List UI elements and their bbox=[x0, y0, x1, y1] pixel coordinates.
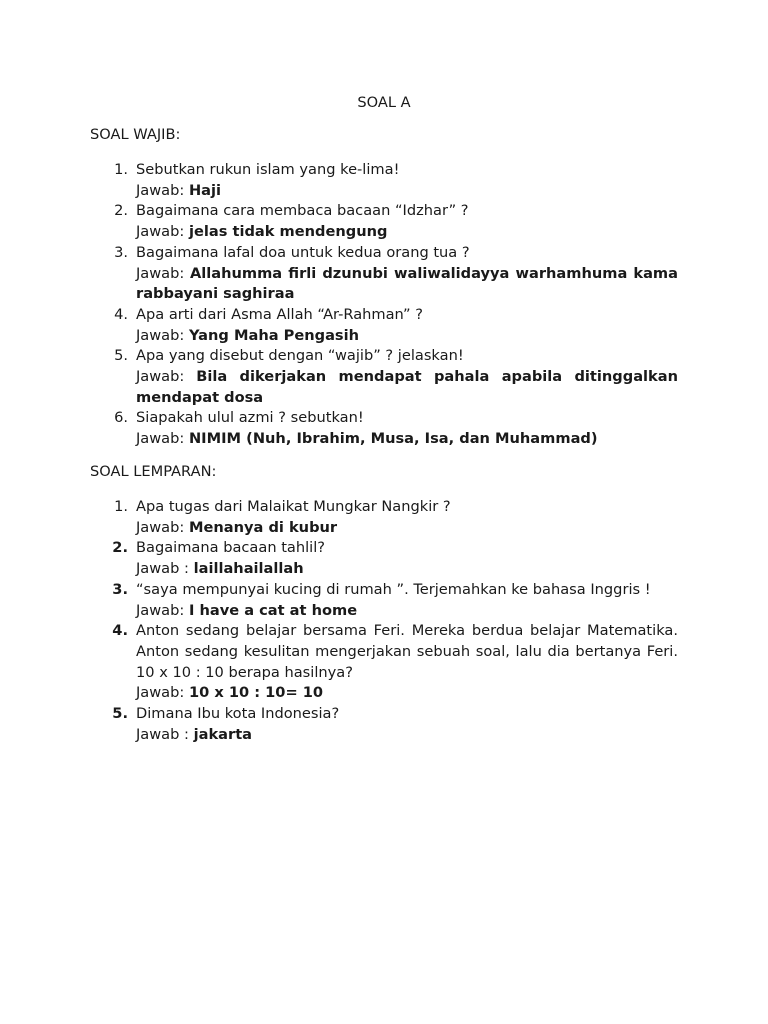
item-number: 5. bbox=[112, 705, 128, 723]
answer-text: 10 x 10 : 10= 10 bbox=[188, 684, 324, 702]
answer-label: Jawab: bbox=[136, 430, 189, 448]
list-item bbox=[90, 346, 678, 408]
answer-line bbox=[136, 559, 678, 580]
answer-label: Jawab: bbox=[136, 326, 189, 344]
question-text: Apa tugas dari Malaikat Mungkar Nangkir ? bbox=[136, 498, 451, 515]
list-item bbox=[90, 621, 678, 704]
question-text: Anton sedang belajar bersama Feri. Mereka berdua belajar Matematika. Anton sedang kesulitan mengerjakan sebuah soal, lalu dia bertanya Feri. 10 x 10 : 10 berapa hasilnya? bbox=[136, 622, 678, 681]
question-list-wajib bbox=[90, 160, 678, 450]
question-text: Sebutkan rukun islam yang ke-lima! bbox=[136, 161, 400, 178]
answer-line bbox=[136, 683, 678, 704]
answer-text: Menanya di kubur bbox=[188, 518, 338, 536]
answer-line bbox=[136, 222, 678, 243]
answer-text: I have a cat at home bbox=[188, 601, 358, 619]
question-text: Bagaimana lafal doa untuk kedua orang tua ? bbox=[136, 243, 470, 261]
answer-line bbox=[136, 264, 678, 305]
answer-line bbox=[136, 518, 678, 539]
item-number: 5. bbox=[114, 347, 128, 365]
answer-line bbox=[136, 367, 678, 408]
answer-text: Allahumma firli dzunubi waliwalidayya warhamhuma kama rabbayani saghiraa bbox=[136, 264, 678, 303]
question-list-lemparan bbox=[90, 497, 678, 745]
section-heading-lemparan: SOAL LEMPARAN: bbox=[90, 463, 217, 480]
section-heading-wajib: SOAL WAJIB: bbox=[90, 126, 181, 143]
answer-line bbox=[136, 326, 678, 347]
item-number: 6. bbox=[114, 409, 128, 427]
item-number: 3. bbox=[112, 580, 128, 598]
answer-label: Jawab: bbox=[136, 684, 189, 702]
question-text: Bagaimana bacaan tahlil? bbox=[136, 539, 326, 557]
answer-label: Jawab: bbox=[136, 223, 189, 241]
answer-text: Yang Maha Pengasih bbox=[188, 326, 359, 344]
answer-line bbox=[136, 429, 678, 450]
list-item bbox=[90, 201, 678, 242]
answer-text: jakarta bbox=[193, 725, 253, 743]
answer-text: Haji bbox=[188, 181, 222, 199]
answer-label: Jawab : bbox=[136, 725, 194, 743]
answer-label: Jawab: bbox=[136, 518, 189, 536]
item-number: 4. bbox=[112, 622, 128, 640]
item-number: 2. bbox=[114, 202, 128, 220]
item-number: 1. bbox=[114, 161, 128, 178]
item-number: 4. bbox=[114, 305, 128, 323]
list-item bbox=[90, 305, 678, 346]
item-number: 2. bbox=[112, 539, 128, 557]
list-item bbox=[90, 497, 678, 538]
item-number: 3. bbox=[114, 243, 128, 261]
list-item bbox=[90, 243, 678, 305]
question-text: Bagaimana cara membaca bacaan “Idzhar” ? bbox=[136, 202, 469, 220]
item-number: 1. bbox=[114, 498, 128, 515]
answer-text: NIMIM (Nuh, Ibrahim, Musa, Isa, dan Muhammad) bbox=[188, 430, 598, 448]
answer-line bbox=[136, 601, 678, 622]
answer-text: laillahailallah bbox=[193, 560, 304, 578]
list-item bbox=[90, 704, 678, 745]
answer-text: jelas tidak mendengung bbox=[188, 223, 388, 241]
question-text: Dimana Ibu kota Indonesia? bbox=[136, 705, 340, 723]
document-title: SOAL A bbox=[357, 94, 411, 111]
answer-label: Jawab : bbox=[136, 560, 194, 578]
answer-text: Bila dikerjakan mendapat pahala apabila ditinggalkan mendapat dosa bbox=[136, 368, 678, 406]
answer-label: Jawab: bbox=[136, 264, 190, 282]
answer-line bbox=[136, 725, 678, 746]
question-text: Apa yang disebut dengan “wajib” ? jelaskan! bbox=[136, 347, 464, 365]
list-item bbox=[90, 538, 678, 579]
answer-line bbox=[136, 181, 678, 202]
question-text: Apa arti dari Asma Allah “Ar-Rahman” ? bbox=[136, 305, 423, 323]
list-item bbox=[90, 580, 678, 621]
answer-label: Jawab: bbox=[136, 181, 189, 199]
answer-label: Jawab: bbox=[136, 601, 189, 619]
question-text: Siapakah ulul azmi ? sebutkan! bbox=[136, 409, 364, 427]
answer-label: Jawab: bbox=[136, 368, 197, 386]
list-item bbox=[90, 408, 678, 449]
question-text: “saya mempunyai kucing di rumah ”. Terjemahkan ke bahasa Inggris ! bbox=[136, 580, 651, 598]
list-item bbox=[90, 160, 678, 201]
